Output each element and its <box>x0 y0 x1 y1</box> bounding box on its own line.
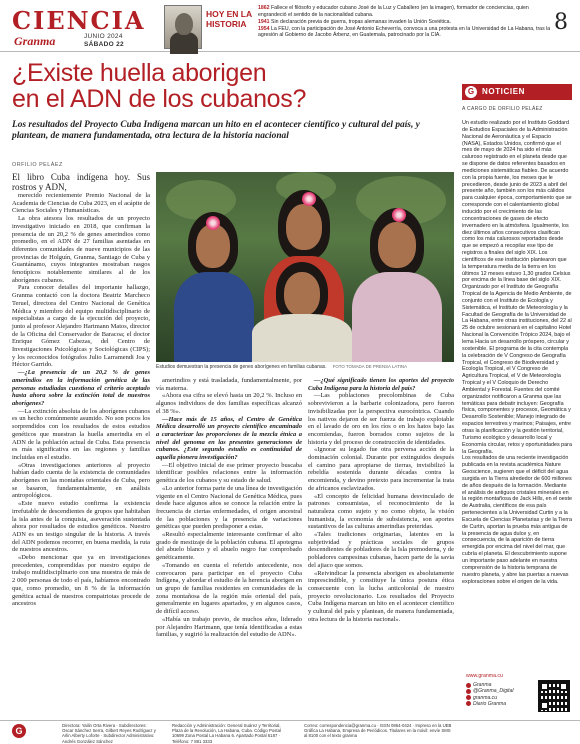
photo-caption: Estudios demuestran la presencia de genes aborígenes en familias cubanas. FOTO TOMADA DE PRENSA LATINA <box>156 364 408 370</box>
article-subhead: Los resultados del Proyecto Cuba Indígena marcan un hito en el acontecer científico y cultural del país, y plantean, de manera fundamentada, otra lectura de la historia nacional <box>12 120 420 141</box>
article-byline: ORFILIO PELÁEZ <box>12 162 63 168</box>
paragraph: amerindios y está trasladada, fundamentalmente, por vía materna. <box>156 377 302 392</box>
news-brief: Un estudio realizado por el Instituto Goddard de Estudios Espaciales de la Administración Nacional de Aeronáutica y el Espacio (NASA), Estados Unidos, confirmó que el mes de mayo de 2024 ha sido el más caluroso registrado en el planeta desde que se dispone de datos referentes basados en mediciones sistemáticas fiables. De acuerdo con la propia fuente, los meses que le precedieron, desde junio de 2023 a abril del presente año, también son los más cálidos para cualquier época, comportamiento que se corresponde con el calentamiento global inducido por el crecimiento de las concentraciones de gases de efecto invernadero en la atmósfera. Igualmente, los diez últimos años consecutivos clasifican como los más calurosos reportados desde que se empezó a recopilar ese tipo de registros a finales del siglo XIX. Los científicos de ese institución plantearon que la temperatura media de la tierra en los últimos 12 meses estuvo 1,30 grados Celsius por encima de la línea base del siglo XIX. <box>462 120 572 284</box>
social-links <box>466 682 532 707</box>
social-link-twitter[interactable]: @Granma_Digital <box>466 688 532 694</box>
instagram-icon <box>466 695 471 700</box>
paragraph: «Otras investigaciones anteriores al proyecto habían dado cuenta de la existencia de comunidades aborígenes en las montañas orientales de Cuba, pero se basaron, fundamentalmente, en análisis antropológicos. <box>12 461 150 500</box>
paragraph: «Este nuevo estudio confirma la existencia irrefutable de descendientes de grupos que habitaban la isla antes de la conquista, aseveración sustentada ahora por resultados de estudios genéticos. Nuestro ADN es un testigo singular de la historia. A través del ADN podemos recorrer, en buena medida, la ruta de nuestros ancestros. <box>12 500 150 554</box>
paragraph: «Debo mencionar que ya en investigaciones precedentes, comprendidas por nuestro equipo de trabajo multidisciplinario con una muestra de más de 2 000 personas de todo el país, habíamos encontrado que, como promedio, un 8 % de la información genética actual de nuestros compatriotas procede de ancestros <box>12 554 150 608</box>
news-brief: Organizado por el Instituto de Geografía Tropical de la Agencia de Medio Ambiente, de conjunto con el Instituto de Ecología y Sistemática, el Instituto de Meteorología y la Facultad de Geografía de la Universidad de La Habana, entre otras instituciones, del 22 al 25 de octubre sesionará en el capitalino Hotel Nacional la Convención Trópico 2024, bajo el lema Hacia un desarrollo próspero, circular y sostenible. El programa de la cita contempla la celebración de V Congreso de Geografía Tropical, el Congreso de Biodiversidad y Ecología Tropical, el V Congreso de Agricultura Tropical, el V de Meteorología Tropical y el V Coloquio de Derecho Ambiental y Forestal. Fuentes del comité organizador notificaron a Granma que las temáticas para debatir incluyen: Geografía física, componentes y procesos, Geomática y Desarrollo Sostenible; Manejo integrado de espacios terrestres y marinos; Paisajes, entre otras la planificación y la gestión territorial, Turismo ecológico y desarrollo local y Economía circular, retos y oportunidades para la Geografía. <box>462 284 572 455</box>
article-lead: El libro Cuba indígena hoy. Sus rostros y ADN, <box>12 172 150 192</box>
paragraph: «Tales tradiciones originarias, latentes en la subjetividad y prácticas sociales de grupos descendientes de pobladores de la Isla premoderna, y de pobladores campesinas cubanas, hacen parte de la savia del ajiaco que somos. <box>308 531 454 569</box>
interview-question: —Hace más de 15 años, el Centro de Genética Médica desarrolló un proyecto científico encaminado a caracterizar las proporciones de la mezcla étnica a nivel del genoma en las presentes generaciones de cubanos. ¿Este segundo estudio es continuidad de aquella pionera investigación? <box>156 415 302 462</box>
facebook-icon <box>466 683 471 688</box>
history-events <box>258 5 554 39</box>
paragraph: —El objetivo inicial de ese primer proyecto buscaba identificar posibles relaciones entre la información genética de los cubanos y su estado de salud. <box>156 461 302 485</box>
twitter-icon <box>466 689 471 694</box>
article-column-2 <box>156 377 302 672</box>
article-headline: ¿Existe huella aborigen en el ADN de los cubanos? <box>12 59 307 113</box>
history-event: 1862 Fallece el filósofo y educador cubano José de la Luz y Caballero (en la imagen), formador de conciencias, quien engrandeció el sentido de la nacionalidad cubana. <box>258 5 529 18</box>
footer <box>0 720 580 744</box>
history-event: 1954 La FEU, con la participación de José Antonio Echeverría, convoca a una protesta en la Universidad de La Habana, tras la agresión al Gobierno de Jacobo Árbenz, en Guatemala, patrocinado por la CIA. <box>258 25 551 39</box>
social-link-instagram[interactable]: granma.cu <box>466 695 532 701</box>
section-title: CIENCIA <box>12 6 146 35</box>
noticien-header <box>462 84 572 100</box>
publication-name: Granma <box>14 34 56 48</box>
noticien-label: NOTICIEN <box>482 87 526 96</box>
paragraph: Para conocer detalles del importante hallazgo, Granma contactó con la doctora Beatriz Marcheco Teruel, directora del Centro Nacional de Genética Médica y miembro del equipo multidisciplinario de especialistas a cargo de la ejecución del proyecto, junto al profesor Alejandro Hartmann Matos, director de la Oficina del Conservador de Baracoa; el doctor Enrique Gómez Cabezas, del Centro de Investigaciones Psicológicas y Sociológicas (CIPS); y los reconocidos fotógrafos Julio Larramendi Joa y Héctor Garrido. <box>12 284 150 369</box>
paragraph: —Las poblaciones precolombinas de Cuba sobrevivieron a la barbarie colonizadora, pero fueron invisibilizadas por la perspectiva eurocéntrica. Cuando los nativos dejaron de ser fuerza de trabajo explotable en el lavado de oro en los ríos o en los hatos bajo las encomiendas, fueron borrados como sujetos de la historia y del proceso de construcción de identidades. <box>308 392 454 446</box>
masthead <box>0 0 580 52</box>
page-number: 8 <box>554 10 568 35</box>
website-link[interactable]: www.granma.cu <box>466 673 503 679</box>
footer-contact: Correo: correspondencia@granma.cu · ISSN 0864-0424 · Impreso en la UEB Gráfica La Habana, Empresa de Periódicos. Titulares en la móvil: envíe SMS al 8100 con el texto granma <box>304 723 452 739</box>
sidebar-byline: A CARGO DE ORFILIO PELÁEZ <box>462 106 543 112</box>
granma-logo-icon: G <box>12 724 26 738</box>
issue-date: JUNIO 2024 SÁBADO 22 <box>84 33 124 48</box>
paragraph: «Había un trabajo previo, de muchos años, liderado por Alejandro Hartmann, que tenía identificadas a estas familias, y sugirió la realización del estudio de ADN». <box>156 615 302 639</box>
interview-question: —¿Qué significado tienen los aportes del proyecto Cuba Indígena para la historia del país? <box>308 377 454 392</box>
granma-logo-icon: G <box>465 86 477 98</box>
article-column-3 <box>308 377 454 672</box>
footer-address: Redacción y Administración: General Suárez y Territorial, Plaza de la Revolución, La Habana, Cuba. Código Postal 10699 Zona Postal La Habana 6. Apartado Postal 6187 · Teléfono: 7 881 3333 <box>172 723 281 744</box>
paragraph: «Ignorar su legado fue otra perversa acción de la dominación colonial. Durante por extinguidos después el camino para apropiarse de tierras, invisibilizó la rebeldía sostenida durante décadas contra la encomienda, y devino pretexto para incrementar la trata de africanos esclavizados. <box>308 446 454 492</box>
section-brand <box>12 6 172 48</box>
paragraph: «Tomando en cuenta el referido antecedente, nos convocaron para participar en el proyecto Cuba Indígena, y abordar el estudio de la herencia aborigen en un grupo de familias residentes en comunidades de la zona montañosa de la región más oriental del país, generalmente en lugares apartados, y en algunos casos, de difícil acceso. <box>156 561 302 616</box>
paragraph: «Resultó especialmente interesante confirmar el alto grado de mestizaje de la población cubana. El apotegma del abuelo blanco y el abuelo negro fue comprobado genéticamente. <box>156 531 302 562</box>
paragraph: «Ahora esa cifra se elevó hasta un 20,2 %. Incluso en algunos individuos de dos familias específicas alcanzó el 38 %». <box>156 392 302 415</box>
article-photo <box>156 172 454 362</box>
noticien-column <box>462 120 572 668</box>
paragraph: «El concepto de felicidad humana desvinculado de patrones consumistas, el reconocimiento de la naturaleza como sujeto y no como objeto, la visión humanista, la economía de subsistencia, son aportes sustantivos de las culturas amerindias preteridas. <box>308 492 454 531</box>
history-label: HOY EN LA HISTORIA <box>206 9 253 29</box>
paragraph: merecido recientemente Premio Nacional de la Academia de Ciencias de Cuba 2023, en el acápite de Ciencias Sociales y Humanísticas. <box>12 192 150 215</box>
social-link-facebook[interactable]: Granma <box>466 682 532 688</box>
footer-staff: Directora: Yailin Orta Rivera · Subdirectores: Oscar Sánchez Serra, Gilbert Reyes Rodríguez y Arlin Alberty Loforte · Subdirector Administrativo: Andrés González Sánchez <box>62 723 156 744</box>
social-link-youtube[interactable]: Diario Granma <box>466 701 532 707</box>
photo-credit: FOTO TOMADA DE PRENSA LATINA <box>332 364 408 369</box>
news-brief: Los resultados de una reciente investigación publicada en la revista académica Nature Geoscience, sugieren que el déficit del agua surgida en la Tierra alrededor de 600 millones de años después de la formación. Mediante el análisis de antiguos cristales minerales en la región montañosa de Jack Hills, en el oeste de Australia, científicos de esa país pertenecientes a la Universidad Curtin y a la Escuela de Ciencias Planetarias y de la Tierra de Curtin, aportan la prueba más antigua de la presencia de agua dulce y, en consecuencia, de la aparición de tierra emergida por encima del nivel del mar, que cubría el planeta. El descubrimiento supone un importante paso adelante en nuestra comprensión de la historia temprana de nuestro planeta, y abre las puertas a nuevas exploraciones sobre el origen de la vida. <box>462 455 572 585</box>
paragraph: «Lo anterior forma parte de una línea de investigación vigente en el Centro Nacional de Genética Médica, pues desde hace algunos años se conoce la relación entre la frecuencia de ciertas enfermedades, el origen ancestral de las poblaciones y la presencia de variaciones genéticas que pueden predisponer a estas. <box>156 484 302 531</box>
historical-portrait <box>164 5 202 49</box>
interview-question: —¿La presencia de un 20,2 % de genes amerindios en la información genética de las personas estudiadas cuestiona el criterio aceptado hasta ahora sobre la extinción total de nuestros aborígenes? <box>12 369 150 407</box>
paragraph: «Reivindicar la presencia aborigen es absolutamente imprescindible, y constituye la única postura ética consecuente con la lucha anticolonial de nuestro proyecto revolucionario. Los resultados del Proyecto Cuba Indígena marcan un hito en el acontecer científico y cultural del país y plantean, de manera fundamentada, otra lectura de la historia nacional». <box>308 569 454 623</box>
youtube-icon <box>466 701 471 706</box>
paragraph: —La extinción absoluta de los aborígenes cubanos es un hecho comúnmente asumido. No son pocos los sorprendidos con los resultados de estos estudios genéticos que muestran la huella amerindia en el ADN de la población actual de Cuba. Esta presencia es más significativa en las regiones y familias incluidas en el estudio. <box>12 407 150 461</box>
history-event: 1941 Sin declaración previa de guerra, tropas alemanas invaden la Unión Soviética. <box>258 18 451 25</box>
qr-code-icon[interactable] <box>538 680 570 712</box>
article-column-1 <box>12 172 150 672</box>
paragraph: La obra atesora los resultados de un proyecto investigativo iniciado en 2018, que confirman la presencia de un 20,2 % de genes amerindios como promedio, en el ADN de 27 familias asentadas en diferentes comunidades de nueve municipios de las provincias de Holguín, Granma, Santiago de Cuba y Guantánamo, cuyos integrantes mostraban rasgos fenotípicos notablemente similares al de los aborígenes cubanos. <box>12 215 150 284</box>
